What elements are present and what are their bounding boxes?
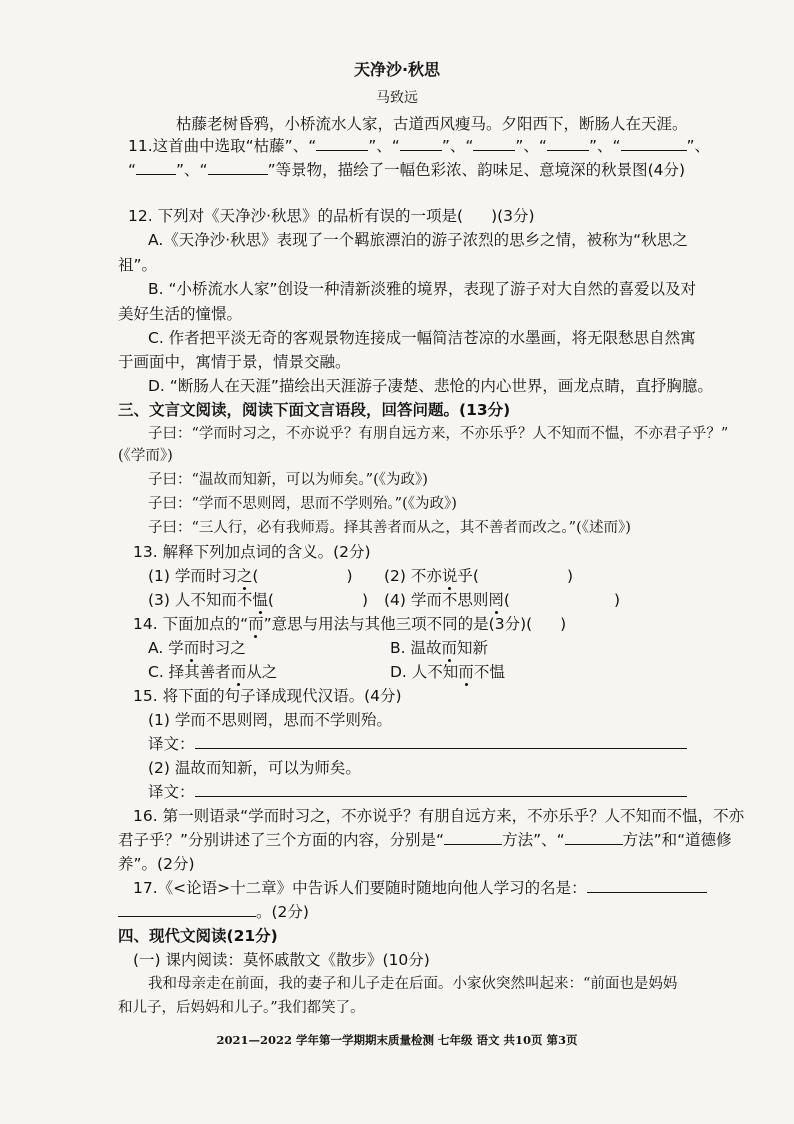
q12-option-a-line1: A.《天净沙·秋思》表现了一个羁旅漂泊的游子浓烈的思乡之情，被称为“秋思之: [148, 231, 688, 249]
q13-text: (: [252, 567, 259, 585]
dotted-char: 而: [458, 663, 474, 681]
question-16-line2: [118, 830, 732, 850]
q11-text: ”、: [686, 137, 711, 155]
translation-label: 译文：: [148, 735, 195, 753]
q13-text: 乎(: [457, 567, 479, 585]
q14-text: ): [560, 615, 567, 633]
q12-option-b-line2: 美好生活的憧憬。: [118, 305, 243, 323]
dotted-char: 而: [248, 615, 264, 633]
q13-text: (: [267, 591, 274, 609]
q13-text: (3) 人不知而不: [148, 591, 253, 609]
answer-blank[interactable]: [444, 830, 502, 845]
q13-text: ): [566, 567, 574, 585]
q14-text: 不愠: [473, 663, 505, 681]
q15-answer-2: [148, 782, 687, 802]
question-13: 13. 解释下列加点词的含义。(2分): [133, 543, 371, 561]
classical-text-4: 子曰：“三人行，必有我师焉。择其善者而从之，其不善者而改之。”(《述而》): [148, 520, 631, 536]
q16-text: 方法”、“: [502, 831, 565, 849]
q17-text: 17.《<论语>十二章》中告诉人们要随时随地向他人学习的名是：: [133, 879, 587, 897]
q14-option-a: [148, 638, 246, 658]
q11-sep: ”、“: [441, 137, 474, 155]
q11-sep: ”、“: [368, 137, 400, 155]
answer-blank[interactable]: [136, 160, 176, 175]
answer-blank[interactable]: [621, 136, 687, 151]
poem-author: 马致远: [376, 90, 418, 106]
dotted-char: 而: [441, 639, 458, 657]
dotted-char: 愠: [252, 591, 268, 609]
q12-option-a-line2: 祖”。: [118, 256, 158, 274]
section-4-subheading: (一) 课内阅读：莫怀戚散文《散步》(10分): [133, 951, 430, 969]
question-16-line1: 16. 第一则语录“学而时习之，不亦说乎？有朋自远方来，不亦乐乎？人不知而不愠，不亦: [133, 807, 745, 825]
translation-label: 译文：: [148, 783, 195, 801]
q13-text: (2) 不亦: [384, 567, 442, 585]
q12-stem: 12. 下列对《天净沙·秋思》的品析有误的一项是(: [128, 207, 464, 225]
q14-text: ”意思与用法与其他三项不同的是(3分)(: [263, 615, 533, 633]
classical-text-3: 子曰：“学而不思则罔，思而不学则殆。”(《为政》): [148, 496, 457, 512]
passage-line-1: 我和母亲走在前面，我的妻子和儿子走在后面。小家伙突然叫起来：“前面也是妈妈: [148, 976, 678, 992]
poem-text: 枯藤老树昏鸦，小桥流水人家，古道西风瘦马。夕阳西下，断肠人在天涯。: [176, 115, 688, 133]
question-17-line2: [118, 902, 309, 922]
question-11: [128, 136, 710, 156]
answer-blank[interactable]: [400, 136, 442, 151]
dotted-char: 而: [183, 639, 200, 657]
question-15: 15. 将下面的句子译成现代汉语。(4分): [133, 687, 402, 705]
question-14: [133, 614, 566, 634]
q14-text: 时习之: [199, 639, 246, 657]
question-16-line3: 养”。(2分): [118, 855, 195, 873]
q13-text: ): [613, 591, 621, 609]
q11-text: ”等景物，描绘了一幅色彩浓、韵味足、意境深的秋景图(4分): [267, 161, 686, 179]
q13-item-1: [148, 566, 353, 586]
classical-text-1: 子曰：“学而时习之，不亦说乎？有朋自远方来，不亦乐乎？人不知而不愠，不亦君子乎？”: [148, 426, 729, 442]
q14-option-d: [390, 662, 505, 682]
translation-blank[interactable]: [195, 782, 687, 797]
q14-option-c: [148, 662, 277, 682]
q13-text: ): [361, 591, 369, 609]
q12-option-c-line1: C. 作者把平淡无奇的客观景物连接成一幅简洁苍凉的水墨画，将无限愁思自然寓: [148, 329, 696, 347]
q17-text: 。(2分): [256, 903, 309, 921]
translation-blank[interactable]: [195, 734, 687, 749]
answer-blank[interactable]: [473, 136, 515, 151]
q14-text: D. 人不知: [390, 663, 459, 681]
answer-blank[interactable]: [547, 136, 589, 151]
answer-blank[interactable]: [208, 160, 268, 175]
q14-option-b: [390, 638, 488, 658]
q14-text: C. 择其善者: [148, 663, 231, 681]
q13-text: (: [503, 591, 510, 609]
passage-line-2: 和儿子，后妈妈和儿子。”我们都笑了。: [118, 1000, 365, 1016]
question-11-line2: [128, 160, 685, 180]
q12-stem-end: )(3分): [491, 207, 535, 225]
answer-blank[interactable]: [565, 830, 623, 845]
q12-option-b-line1: B. “小桥流水人家”创设一种清新淡雅的境界，表现了游子对大自然的喜爱以及对: [148, 280, 697, 298]
question-17: [133, 878, 707, 898]
dotted-char: 之: [236, 567, 253, 585]
q12-option-d: D. “断肠人在天涯”描绘出天涯游子凄楚、悲怆的内心世界，画龙点睛，直抒胸臆。: [148, 377, 713, 395]
classical-text-2: 子曰：“温故而知新，可以为师矣。”(《为政》): [148, 472, 428, 488]
dotted-char: 说: [441, 567, 458, 585]
classical-text-1-source: (《学而》): [118, 448, 173, 464]
question-12: [128, 206, 535, 226]
q11-text: 11.这首曲中选取“枯藤”、“: [128, 137, 317, 155]
q13-text: ): [346, 567, 353, 585]
q16-text: 方法”和“道德修: [622, 831, 732, 849]
section-3-heading: 三、文言文阅读，阅读下面文言语段，回答问题。(13分): [118, 401, 511, 419]
q15-sentence-2: (2) 温故而知新，可以为师矣。: [148, 759, 361, 777]
q11-text: “: [128, 161, 137, 179]
q13-text: (1) 学而时习: [148, 567, 237, 585]
q14-text: 知新: [457, 639, 489, 657]
q11-sep: ”、“: [588, 137, 621, 155]
poem-title: 天净沙·秋思: [353, 60, 441, 79]
q13-item-4: [384, 590, 620, 610]
q14-text: B. 温故: [390, 639, 442, 657]
q12-option-c-line2: 于画面中，寓情于景，情景交融。: [118, 353, 351, 371]
q16-text: 君子乎？”分别讲述了三个方面的内容，分别是“: [118, 831, 445, 849]
q11-sep: ”、“: [176, 161, 208, 179]
q14-text: 从之: [246, 663, 278, 681]
q13-item-2: [384, 566, 573, 586]
q13-item-3: [148, 590, 368, 610]
dotted-char: 罔: [488, 591, 504, 609]
q15-sentence-1: (1) 学而不思则罔，思而不学则殆。: [148, 711, 392, 729]
q15-answer-1: [148, 734, 687, 754]
section-4-heading: 四、现代文阅读(21分): [118, 927, 278, 945]
dotted-char: 而: [230, 663, 247, 681]
q14-text: 14. 下面加点的“: [133, 615, 249, 633]
answer-blank[interactable]: [316, 136, 368, 151]
page-footer: 2021—2022 学年第一学期期末质量检测 七年级 语文 共10页 第3页: [216, 1033, 578, 1047]
q14-text: A. 学: [148, 639, 184, 657]
q11-sep: ”、“: [515, 137, 547, 155]
answer-blank[interactable]: [587, 878, 707, 893]
answer-blank[interactable]: [118, 902, 256, 917]
q13-text: (4) 学而不思则: [384, 591, 489, 609]
